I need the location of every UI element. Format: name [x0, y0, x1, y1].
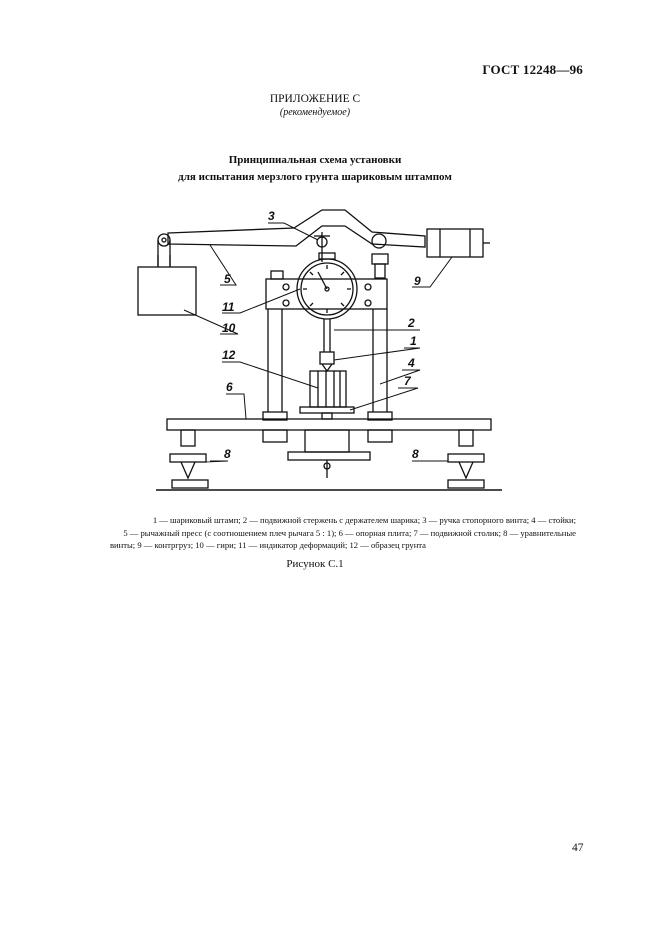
- figure-legend: [40, 514, 576, 552]
- callout-2: 2: [408, 316, 415, 330]
- movable-table: [300, 407, 354, 419]
- callout-4: 4: [408, 356, 415, 370]
- figure-title-line-2: для испытания мерзлого грунта шариковым штампом: [178, 171, 452, 183]
- base-plate: [167, 419, 491, 430]
- page-number: 47: [572, 842, 584, 854]
- callout-7: 7: [404, 374, 411, 388]
- callout-10: 10: [222, 321, 236, 335]
- appendix-title: ПРИЛОЖЕНИЕ С: [269, 93, 361, 105]
- callout-9: 9: [414, 274, 421, 288]
- figure-caption: Рисунок С.1: [286, 558, 344, 570]
- movable-rod: [320, 319, 334, 371]
- callout-11: 11: [222, 300, 235, 314]
- callout-8-left: 8: [224, 447, 231, 461]
- upper-crossbar: [266, 271, 387, 309]
- legend-line-1: 1 — шариковый штамп; 2 — подвижной стержень с держателем шарика; 3 — ручка стопорного винта; 4 — стойки;: [152, 515, 576, 525]
- standard-code: ГОСТ 12248—96: [482, 62, 583, 77]
- callout-8-right: 8: [412, 447, 419, 461]
- soil-sample: [310, 371, 346, 407]
- callout-3: 3: [268, 209, 275, 223]
- weights: [138, 255, 196, 315]
- callout-5: 5: [224, 272, 231, 286]
- callout-1: 1: [410, 334, 417, 348]
- lever-support: [372, 234, 388, 278]
- callout-12: 12: [222, 348, 236, 362]
- locking-screw-handle: [314, 232, 330, 262]
- lower-assembly: [263, 430, 392, 478]
- appendix-status: (рекомендуемое): [279, 107, 351, 118]
- callout-6: 6: [226, 380, 233, 394]
- counterweight: [427, 229, 490, 257]
- legend-line-3: винты; 9 — контргруз; 10 — гири; 11 — индикатор деформаций; 12 — образец грунта: [110, 540, 426, 550]
- leveling-screws: [170, 430, 484, 488]
- legend-line-2: 5 — рычажный пресс (с соотношением плеч рычага 5 : 1); 6 — опорная плита; 7 — подвижной столик; 8 — уравнительные: [123, 527, 576, 538]
- figure-title-line-1: Принципиальная схема установки: [228, 154, 402, 166]
